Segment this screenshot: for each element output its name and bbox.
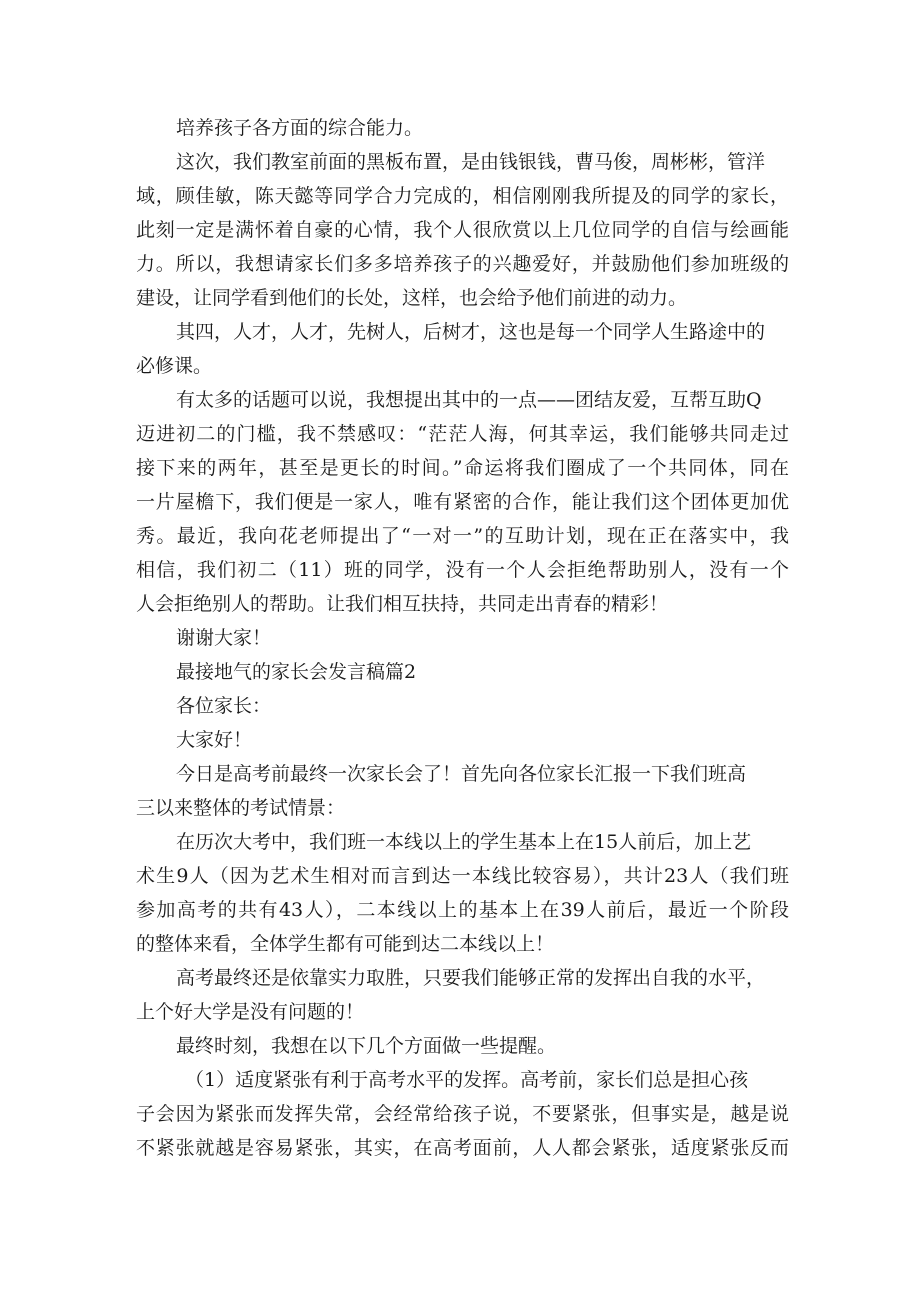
text-line: 相信，我们初二（11）班的同学，没有一个人会拒绝帮助别人，没有一个 [136,559,789,581]
text-line: 迈进初二的门槛，我不禁感叹：“茫茫人海，何其幸运，我们能够共同走过 [136,423,789,445]
text-line: 今日是高考前最终一次家长会了！首先向各位家长汇报一下我们班高 [176,763,747,785]
text-line: 参加高考的共有43人），二本线以上的基本上在39人前后，最近一个阶段 [136,899,789,921]
text-line: 上个好大学是没有问题的！ [136,1001,365,1023]
text-line: 一片屋檐下，我们便是一家人，唯有紧密的合作，能让我们这个团体更加优 [136,491,789,513]
text-line: 子会因为紧张而发挥失常，会经常给孩子说，不要紧张，但事实是，越是说 [136,1103,789,1125]
text-line: 人会拒绝别人的帮助。让我们相互扶持，共同走出青春的精彩！ [136,593,669,615]
text-line: 此刻一定是满怀着自豪的心情，我个人很欣赏以上几位同学的自信与绘画能 [136,219,789,241]
text-line: 在历次大考中，我们班一本线以上的学生基本上在15人前后，加上艺 [176,831,752,853]
section-heading: 最接地气的家长会发言稿篇2 [176,661,417,683]
text-line: 必修课。 [136,355,213,377]
text-line: 其四，人才，人才，先树人，后树才，这也是每一个同学人生路途中的 [176,321,766,343]
text-line: 三以来整体的考试情景： [136,797,346,819]
text-line: 培养孩子各方面的综合能力。 [176,117,424,139]
text-line: 域，顾佳敏，陈天懿等同学合力完成的，相信刚刚我所提及的同学的家长， [136,185,789,207]
text-line: 有太多的话题可以说，我想提出其中的一点——团结友爱，互帮互助Q [176,389,762,411]
text-line: 谢谢大家！ [176,627,272,649]
text-line: 的整体来看，全体学生都有可能到达二本线以上！ [136,933,555,955]
text-line: 高考最终还是依靠实力取胜，只要我们能够正常的发挥出自我的水平， [176,967,766,989]
text-line: 最终时刻，我想在以下几个方面做一些提醒。 [176,1035,557,1057]
text-line: 这次，我们教室前面的黑板布置，是由钱银钱，曹马俊，周彬彬，管洋 [176,151,766,173]
text-line: 接下来的两年，甚至是更长的时间。”命运将我们圈成了一个共同体，同在 [136,457,789,479]
text-line: 建设，让同学看到他们的长处，这样，也会给予他们前进的动力。 [136,287,688,309]
text-line: 秀。最近，我向花老师提出了“一对一”的互助计划，现在正在落实中，我 [136,525,789,547]
text-line: 术生9人（因为艺术生相对而言到达一本线比较容易），共计23人（我们班 [136,865,789,887]
text-line: （1）适度紧张有利于高考水平的发挥。高考前，家长们总是担心孩 [185,1069,749,1091]
text-line: 各位家长： [176,695,272,717]
text-line: 不紧张就越是容易紧张，其实，在高考面前，人人都会紧张，适度紧张反而 [136,1137,789,1159]
text-line: 力。所以，我想请家长们多多培养孩子的兴趣爱好，并鼓励他们参加班级的 [136,253,789,275]
text-line: 大家好！ [176,729,253,751]
